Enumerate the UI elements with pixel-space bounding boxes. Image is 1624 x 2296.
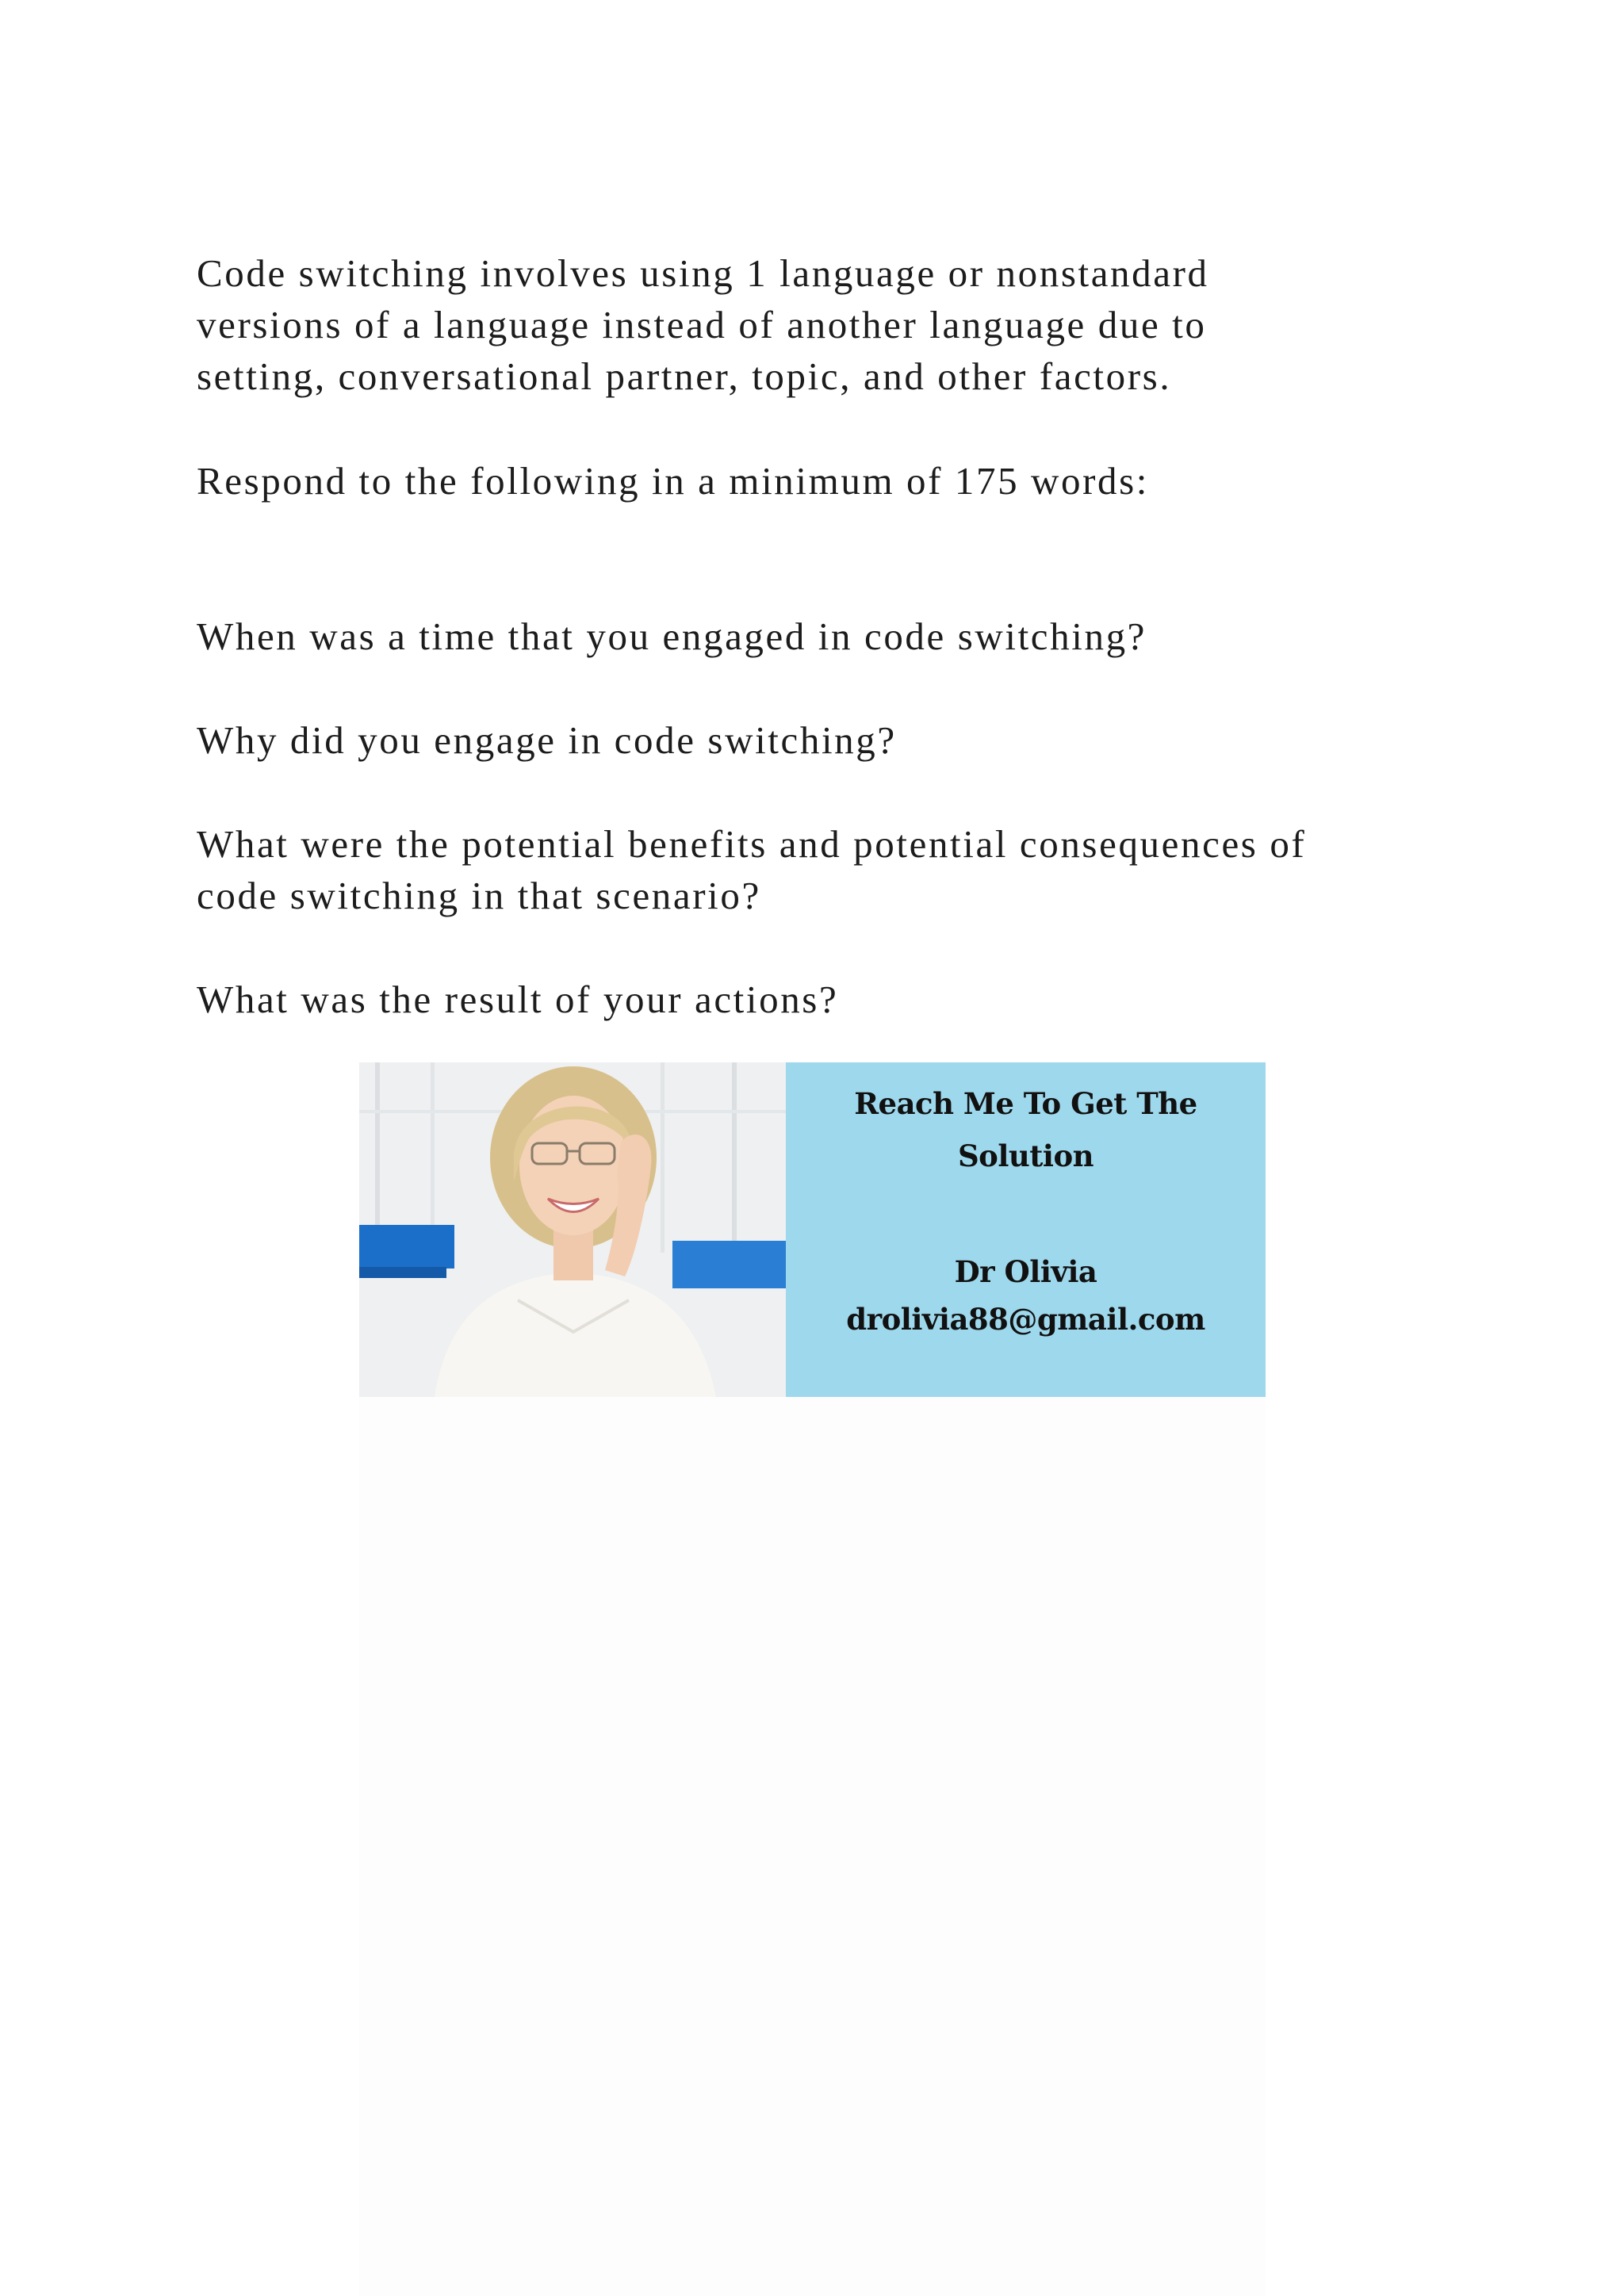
instruction-paragraph: Respond to the following in a minimum of 175 words: <box>197 459 1150 503</box>
contact-name: Dr Olivia <box>954 1254 1097 1289</box>
contact-panel <box>786 1062 1266 1397</box>
question-why: Why did you engage in code switching? <box>197 718 897 762</box>
intro-paragraph: Code switching involves using 1 language or nonstandard versions of a language instead of another language due to setting, conversational partner, topic, and other factors. <box>197 251 1209 398</box>
contact-email: drolivia88@gmail.com <box>846 1302 1205 1337</box>
contact-banner <box>359 1062 1266 1397</box>
woman-photo <box>359 1062 786 1397</box>
woman-portrait-illustration <box>359 1062 786 1397</box>
cta-line-2: Solution <box>957 1138 1094 1173</box>
blank-area <box>359 1397 1266 2296</box>
question-when: When was a time that you engaged in code switching? <box>197 614 1147 658</box>
question-benefits: What were the potential benefits and potential consequences of code switching in that scenario? <box>197 822 1307 917</box>
cta-line-1: Reach Me To Get The <box>854 1086 1197 1121</box>
question-result: What was the result of your actions? <box>197 978 839 1021</box>
